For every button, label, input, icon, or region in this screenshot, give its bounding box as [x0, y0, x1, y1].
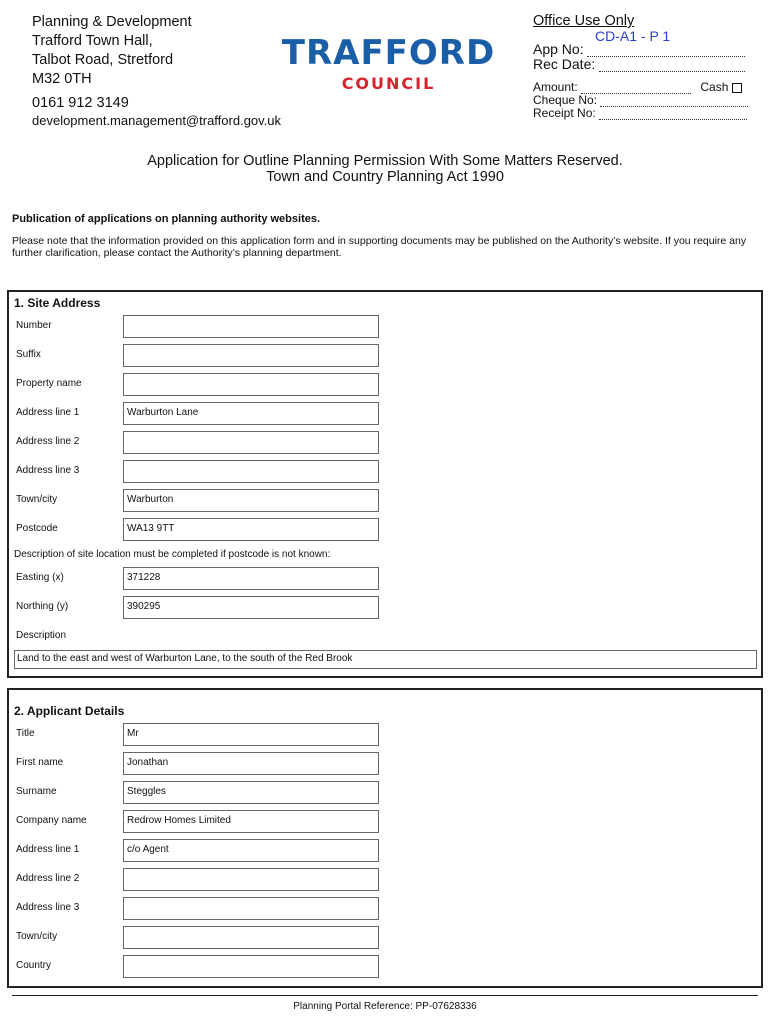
amount-label: Amount: — [533, 80, 578, 94]
rec-date-label: Rec Date: — [533, 56, 596, 72]
country-input[interactable] — [123, 955, 379, 978]
cash-label: Cash — [700, 80, 729, 94]
description-input[interactable]: Land to the east and west of Warburton Lane, to the south of the Red Brook — [14, 650, 757, 669]
country-label: Country — [16, 960, 52, 971]
address-line: Trafford Town Hall, — [32, 33, 153, 49]
cheque-line — [600, 94, 748, 107]
easting-input[interactable]: 371228 — [123, 567, 379, 590]
number-label: Number — [16, 320, 52, 331]
property-name-input[interactable] — [123, 373, 379, 396]
office-reference: CD-A1 - P 1 — [595, 28, 671, 44]
applicant-town-city-input[interactable] — [123, 926, 379, 949]
suffix-input[interactable] — [123, 344, 379, 367]
office-use-title: Office Use Only — [533, 13, 635, 29]
applicant-address-line1-label: Address line 1 — [16, 844, 80, 855]
applicant-address-line2-label: Address line 2 — [16, 873, 80, 884]
address-line1-input[interactable]: Warburton Lane — [123, 402, 379, 425]
address-line2-input[interactable] — [123, 431, 379, 454]
postcode-label: Postcode — [16, 523, 58, 534]
trafford-council-logo — [281, 34, 496, 93]
rec-date-line — [599, 59, 745, 72]
title-input[interactable]: Mr — [123, 723, 379, 746]
address-line: M32 0TH — [32, 71, 92, 87]
form-title-line1: Application for Outline Planning Permission With Some Matters Reserved. — [147, 153, 623, 169]
applicant-address-line1-input[interactable]: c/o Agent — [123, 839, 379, 862]
form-title — [0, 153, 770, 185]
section-title: 1. Site Address — [14, 296, 101, 310]
applicant-address-line3-input[interactable] — [123, 897, 379, 920]
publication-heading: Publication of applications on planning authority websites. — [12, 213, 321, 225]
applicant-details-section — [7, 688, 763, 988]
applicant-address-line3-label: Address line 3 — [16, 902, 80, 913]
footer-divider — [12, 995, 758, 996]
app-no-label: App No: — [533, 41, 584, 57]
easting-label: Easting (x) — [16, 572, 64, 583]
receipt-line — [599, 107, 747, 120]
town-city-input[interactable]: Warburton — [123, 489, 379, 512]
office-use-block — [533, 13, 753, 120]
address-line: Planning & Development — [32, 14, 192, 30]
address-line1-label: Address line 1 — [16, 407, 80, 418]
form-title-line2: Town and Country Planning Act 1990 — [266, 169, 504, 185]
email-address: development.management@trafford.gov.uk — [32, 113, 282, 128]
cheque-label: Cheque No: — [533, 93, 598, 107]
property-name-label: Property name — [16, 378, 82, 389]
title-label: Title — [16, 728, 35, 739]
publication-text: Please note that the information provided on this application form and in supporting documents may be published on the Authority’s website. If you require any further clarification, please contact the Authority’s planning department. — [12, 235, 747, 259]
phone-number: 0161 912 3149 — [32, 95, 129, 111]
address-line2-label: Address line 2 — [16, 436, 80, 447]
northing-label: Northing (y) — [16, 601, 69, 612]
surname-input[interactable]: Steggles — [123, 781, 379, 804]
applicant-address-line2-input[interactable] — [123, 868, 379, 891]
postcode-input[interactable]: WA13 9TT — [123, 518, 379, 541]
suffix-label: Suffix — [16, 349, 41, 360]
cash-checkbox[interactable] — [732, 83, 742, 93]
section-title: 2. Applicant Details — [14, 704, 125, 718]
council-address — [32, 13, 192, 89]
portal-reference: Planning Portal Reference: PP-07628336 — [293, 1001, 477, 1012]
company-name-label: Company name — [16, 815, 87, 826]
site-address-section — [7, 290, 763, 678]
address-line: Talbot Road, Stretford — [32, 52, 174, 68]
surname-label: Surname — [16, 786, 57, 797]
description-label: Description — [16, 630, 67, 641]
address-line3-label: Address line 3 — [16, 465, 80, 476]
number-input[interactable] — [123, 315, 379, 338]
northing-input[interactable]: 390295 — [123, 596, 379, 619]
address-line3-input[interactable] — [123, 460, 379, 483]
logo-text-trafford: TRAFFORD — [281, 33, 496, 73]
app-no-line — [587, 44, 745, 57]
first-name-label: First name — [16, 757, 64, 768]
company-name-input[interactable]: Redrow Homes Limited — [123, 810, 379, 833]
location-note: Description of site location must be completed if postcode is not known: — [14, 549, 331, 560]
logo-text-council: COUNCIL — [341, 74, 436, 93]
first-name-input[interactable]: Jonathan — [123, 752, 379, 775]
town-city-label: Town/city — [16, 494, 58, 505]
receipt-label: Receipt No: — [533, 106, 596, 120]
council-contact — [32, 95, 281, 129]
applicant-town-city-label: Town/city — [16, 931, 58, 942]
